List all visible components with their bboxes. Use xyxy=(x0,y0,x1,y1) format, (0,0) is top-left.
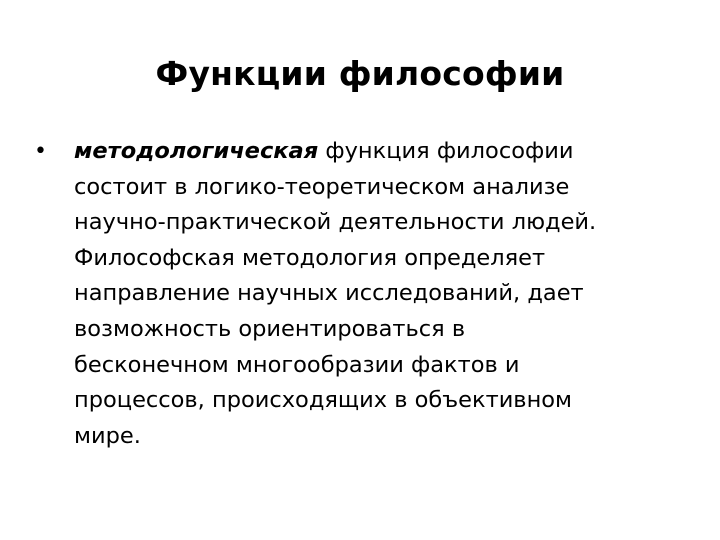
bullet-line-4: Философская методология определяет xyxy=(74,244,546,271)
bullet-list xyxy=(34,134,694,454)
bullet-item xyxy=(34,134,694,454)
bullet-line-1-text: функция философии xyxy=(318,138,574,164)
bullet-line-8: процессов, происходящих в объективном xyxy=(74,387,573,414)
bullet-line-6: возможность ориентироваться в xyxy=(74,315,466,342)
bullet-line-9: мире. xyxy=(74,422,141,449)
slide-title: Функции философии xyxy=(155,54,565,93)
bullet-line-2: состоит в логико-теоретическом анализе xyxy=(74,173,570,200)
emphasized-term: методологическая xyxy=(74,138,319,164)
bullet-line-1 xyxy=(74,134,694,170)
bullet-line-5: направление научных исследований, дает xyxy=(74,280,584,307)
bullet-marker: • xyxy=(34,139,47,164)
bullet-line-7: бесконечном многообразии фактов и xyxy=(74,351,520,378)
bullet-line-3: научно-практической деятельности людей. xyxy=(74,209,597,236)
